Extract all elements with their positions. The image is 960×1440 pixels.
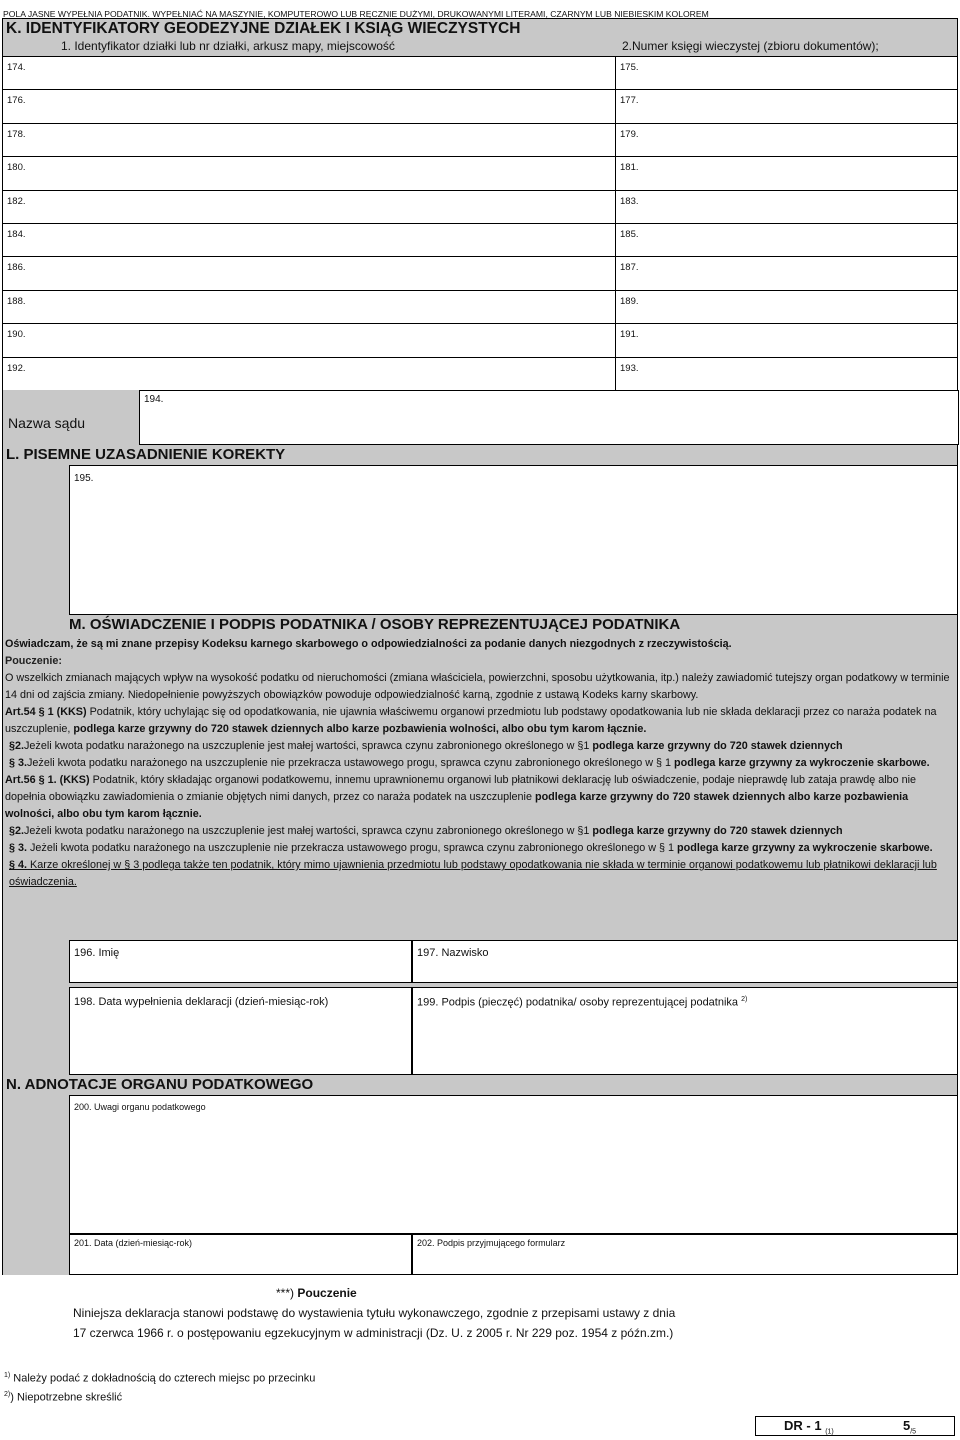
parcel-row — [3, 190, 957, 223]
field-202-label: 202. Podpis przyjmującego formularz — [417, 1238, 566, 1248]
parcel-row — [3, 290, 957, 323]
form-code: DR - 1 $_{(1)}$ — [784, 1418, 834, 1436]
notice-line1: Niniejsza deklaracja stanowi podstawę do wystawienia tytułu wykonawczego, zgodnie z przepisami ustawy z dnia — [73, 1306, 676, 1320]
section-k-col2-header: 2.Numer księgi wieczystej (zbioru dokumentów); — [622, 39, 879, 53]
land-register-label: 179. — [620, 128, 639, 140]
parcel-id-label: 190. — [7, 329, 26, 341]
parcel-id-label: 178. — [7, 128, 26, 140]
first-name-field[interactable] — [69, 940, 412, 983]
section-k-header — [3, 19, 957, 56]
land-register-label: 191. — [620, 329, 639, 341]
land-register-label: 193. — [620, 362, 639, 374]
land-register-field[interactable] — [616, 191, 957, 223]
land-register-label: 185. — [620, 229, 639, 240]
notice-heading: ***) Pouczenie — [276, 1286, 357, 1300]
art54-par1: Art.54 § 1 (KKS) Podatnik, który uchylając się od opodatkowania, nie ujawnia właściwemu organowi przedmiotu lub podstawy opodatkowania lub nie składa deklaracji przez co naraża podatek na uszczuplenie, podlega karze grzywny do 720 stawek dziennych albo karze pozbawienia wolności, albo obu tym karom łącznie. — [5, 706, 937, 735]
parcel-row — [3, 156, 957, 189]
land-register-field[interactable] — [616, 157, 957, 189]
court-name-field[interactable] — [139, 390, 959, 445]
section-k-rows — [3, 56, 957, 390]
land-register-label: 183. — [620, 195, 639, 207]
parcel-row — [3, 323, 957, 356]
parcel-id-label: 180. — [7, 162, 26, 174]
section-m-text — [5, 636, 953, 891]
court-row — [3, 390, 957, 445]
section-n — [3, 1075, 957, 1275]
receiver-signature-field[interactable] — [412, 1234, 958, 1275]
form-code-box — [755, 1416, 955, 1436]
art56-par4: § 4. Karze określonej w § 3 podlega także ten podatnik, który mimo ujawnienia przedmiotu lub podstawy opodatkowania nie składa w terminie organowi podatkowemu lub płatnikowi deklaracji lub oświadczenia. — [9, 859, 937, 888]
land-register-label: 181. — [620, 162, 639, 174]
section-m — [3, 615, 957, 1075]
land-register-label: 175. — [620, 62, 639, 73]
parcel-row — [3, 256, 957, 289]
enforcement-notice — [73, 1283, 733, 1343]
field-195-label: 195. — [74, 473, 94, 484]
parcel-id-field[interactable] — [3, 291, 616, 323]
parcel-row — [3, 123, 957, 156]
land-register-field[interactable] — [616, 124, 957, 156]
court-field-label: 194. — [144, 394, 164, 405]
art54-par2: §2.Jeżeli kwota podatku narażonego na uszczuplenie jest małej wartości, sprawca czynu zabronionego określonego w §1 podlega karze grzywny do 720 stawek dziennych — [9, 740, 843, 752]
section-l — [3, 445, 957, 615]
field-196-label: 196. Imię — [74, 947, 120, 959]
art56-par3: § 3. Jeżeli kwota podatku narażonego na uszczuplenie nie przekracza ustawowego progu, sprawca czynu zabronionego określonego w § 1 podlega karze grzywny za wykroczenie skarbowe. — [9, 842, 933, 854]
land-register-field[interactable] — [616, 324, 957, 356]
field-199-label: 199. Podpis (pieczęć) podatnika/ osoby reprezentującej podatnika $^{2)}$ — [417, 996, 748, 1009]
fill-date-field[interactable] — [69, 987, 412, 1075]
parcel-row — [3, 357, 957, 390]
art56-par2: §2.Jeżeli kwota podatku narażonego na uszczuplenie jest małej wartości, sprawca czynu zabronionego określonego w §1 podlega karze grzywny do 720 stawek dziennych — [9, 825, 843, 837]
section-l-title: L. PISEMNE UZASADNIENIE KOREKTY — [6, 446, 286, 463]
parcel-id-field[interactable] — [3, 224, 616, 256]
parcel-id-field[interactable] — [3, 124, 616, 156]
pouczenie-text: O wszelkich zmianach mających wpływ na wysokość podatku od nieruchomości (zmiana właściciela, powierzchni, sposobu użytkowania, itp.) należy zawiadomić tutejszy organ podatkowy w terminie 14 dni od zajścia zmiany. Niedopełnienie powyższych obowiązków powoduje odpowiedzialność karną, zgodnie z ustawą Kodeks karny skarbowy. — [5, 672, 950, 701]
section-n-title: N. ADNOTACJE ORGANU PODATKOWEGO — [6, 1076, 314, 1093]
footnote-2: $^{2)}$) Niepotrzebne skreślić — [4, 1390, 123, 1404]
parcel-row — [3, 89, 957, 122]
section-k-title: K. IDENTYFIKATORY GEODEZYJNE DZIAŁEK I KSIĄG WIECZYSTYCH — [6, 20, 521, 37]
parcel-id-field[interactable] — [3, 90, 616, 122]
land-register-label: 189. — [620, 295, 639, 307]
correction-justification-field[interactable] — [69, 465, 958, 615]
parcel-id-field[interactable] — [3, 324, 616, 356]
field-200-label: 200. Uwagi organu podatkowego — [74, 1102, 206, 1112]
art56-par1: Art.56 § 1. (KKS) Podatnik, który składając organowi podatkowemu, innemu uprawnionemu organowi lub płatnikowi deklarację lub oświadczenie, podaje nieprawdę lub zataja prawdę albo nie dopełnia obowiązku zawiadomienia o zmianie objętych nimi danych, przez co naraża podatek na uszczuplenie podlega karze grzywny do 720 stawek dziennych albo karze pozbawienia wolności, albo obu tym karom łącznie. — [5, 774, 917, 820]
parcel-row — [3, 56, 957, 89]
art54-par3: § 3.Jeżeli kwota podatku narażonego na uszczuplenie nie przekracza ustawowego progu, sprawca czynu zabronionego określonego w § 1 podlega karze grzywny za wykroczenie skarbowe. — [9, 757, 930, 769]
footnotes — [4, 1368, 315, 1405]
land-register-field[interactable] — [616, 90, 957, 122]
field-201-label: 201. Data (dzień-miesiąc-rok) — [74, 1238, 193, 1248]
footnote-1: $^{1)}$ Należy podać z dokładnością do czterech miejsc po przecinku — [4, 1372, 316, 1385]
top-notice: POLA JASNE WYPEŁNIA PODATNIK. WYPEŁNIAĆ NA MASZYNIE, KOMPUTEROWO LUB RĘCZNIE DUŻYMI, DRUKOWANYMI LITERAMI, CZARNYM LUB NIEBIESKIM KOLOREM — [3, 9, 709, 19]
section-k-col1-header: 1. Identyfikator działki lub nr działki, arkusz mapy, miejscowość — [61, 39, 395, 53]
section-m-title: M. OŚWIADCZENIE I PODPIS PODATNIKA / OSOBY REPREZENTUJĄCEJ PODATNIKA — [69, 616, 681, 633]
signature-field[interactable] — [412, 987, 958, 1075]
parcel-id-field[interactable] — [3, 191, 616, 223]
pouczenie-label: Pouczenie: — [5, 655, 62, 667]
last-name-field[interactable] — [412, 940, 958, 983]
field-198-label: 198. Data wypełnienia deklaracji (dzień-miesiąc-rok) — [74, 996, 329, 1008]
parcel-id-label: 174. — [7, 62, 26, 73]
land-register-field[interactable] — [616, 224, 957, 256]
land-register-field[interactable] — [616, 257, 957, 289]
parcel-row — [3, 223, 957, 256]
receipt-date-field[interactable] — [69, 1234, 412, 1275]
parcel-id-label: 186. — [7, 262, 26, 274]
parcel-id-field[interactable] — [3, 257, 616, 289]
parcel-id-label: 176. — [7, 95, 26, 107]
land-register-field[interactable] — [616, 291, 957, 323]
land-register-label: 177. — [620, 95, 639, 107]
parcel-id-field[interactable] — [3, 358, 616, 390]
declaration-text: Oświadczam, że są mi znane przepisy Kodeksu karnego skarbowego o odpowiedzialności za podanie danych niezgodnych z rzeczywistością. — [5, 638, 732, 650]
page-number: $5_{/5}$ — [903, 1418, 917, 1436]
field-197-label: 197. Nazwisko — [417, 947, 489, 959]
notice-line2: 17 czerwca 1966 r. o postępowaniu egzekucyjnym w administracji (Dz. U. z 2005 r. Nr 229 poz. 1954 z późn.zm.) — [73, 1326, 674, 1340]
parcel-id-label: 184. — [7, 229, 26, 240]
parcel-id-label: 188. — [7, 295, 26, 307]
parcel-id-label: 192. — [7, 362, 26, 374]
land-register-field[interactable] — [616, 358, 957, 390]
parcel-id-label: 182. — [7, 195, 26, 207]
court-label: Nazwa sądu — [8, 415, 86, 431]
land-register-label: 187. — [620, 262, 639, 274]
parcel-id-field[interactable] — [3, 57, 616, 89]
authority-remarks-field[interactable] — [69, 1095, 958, 1234]
land-register-field[interactable] — [616, 57, 957, 89]
parcel-id-field[interactable] — [3, 157, 616, 189]
